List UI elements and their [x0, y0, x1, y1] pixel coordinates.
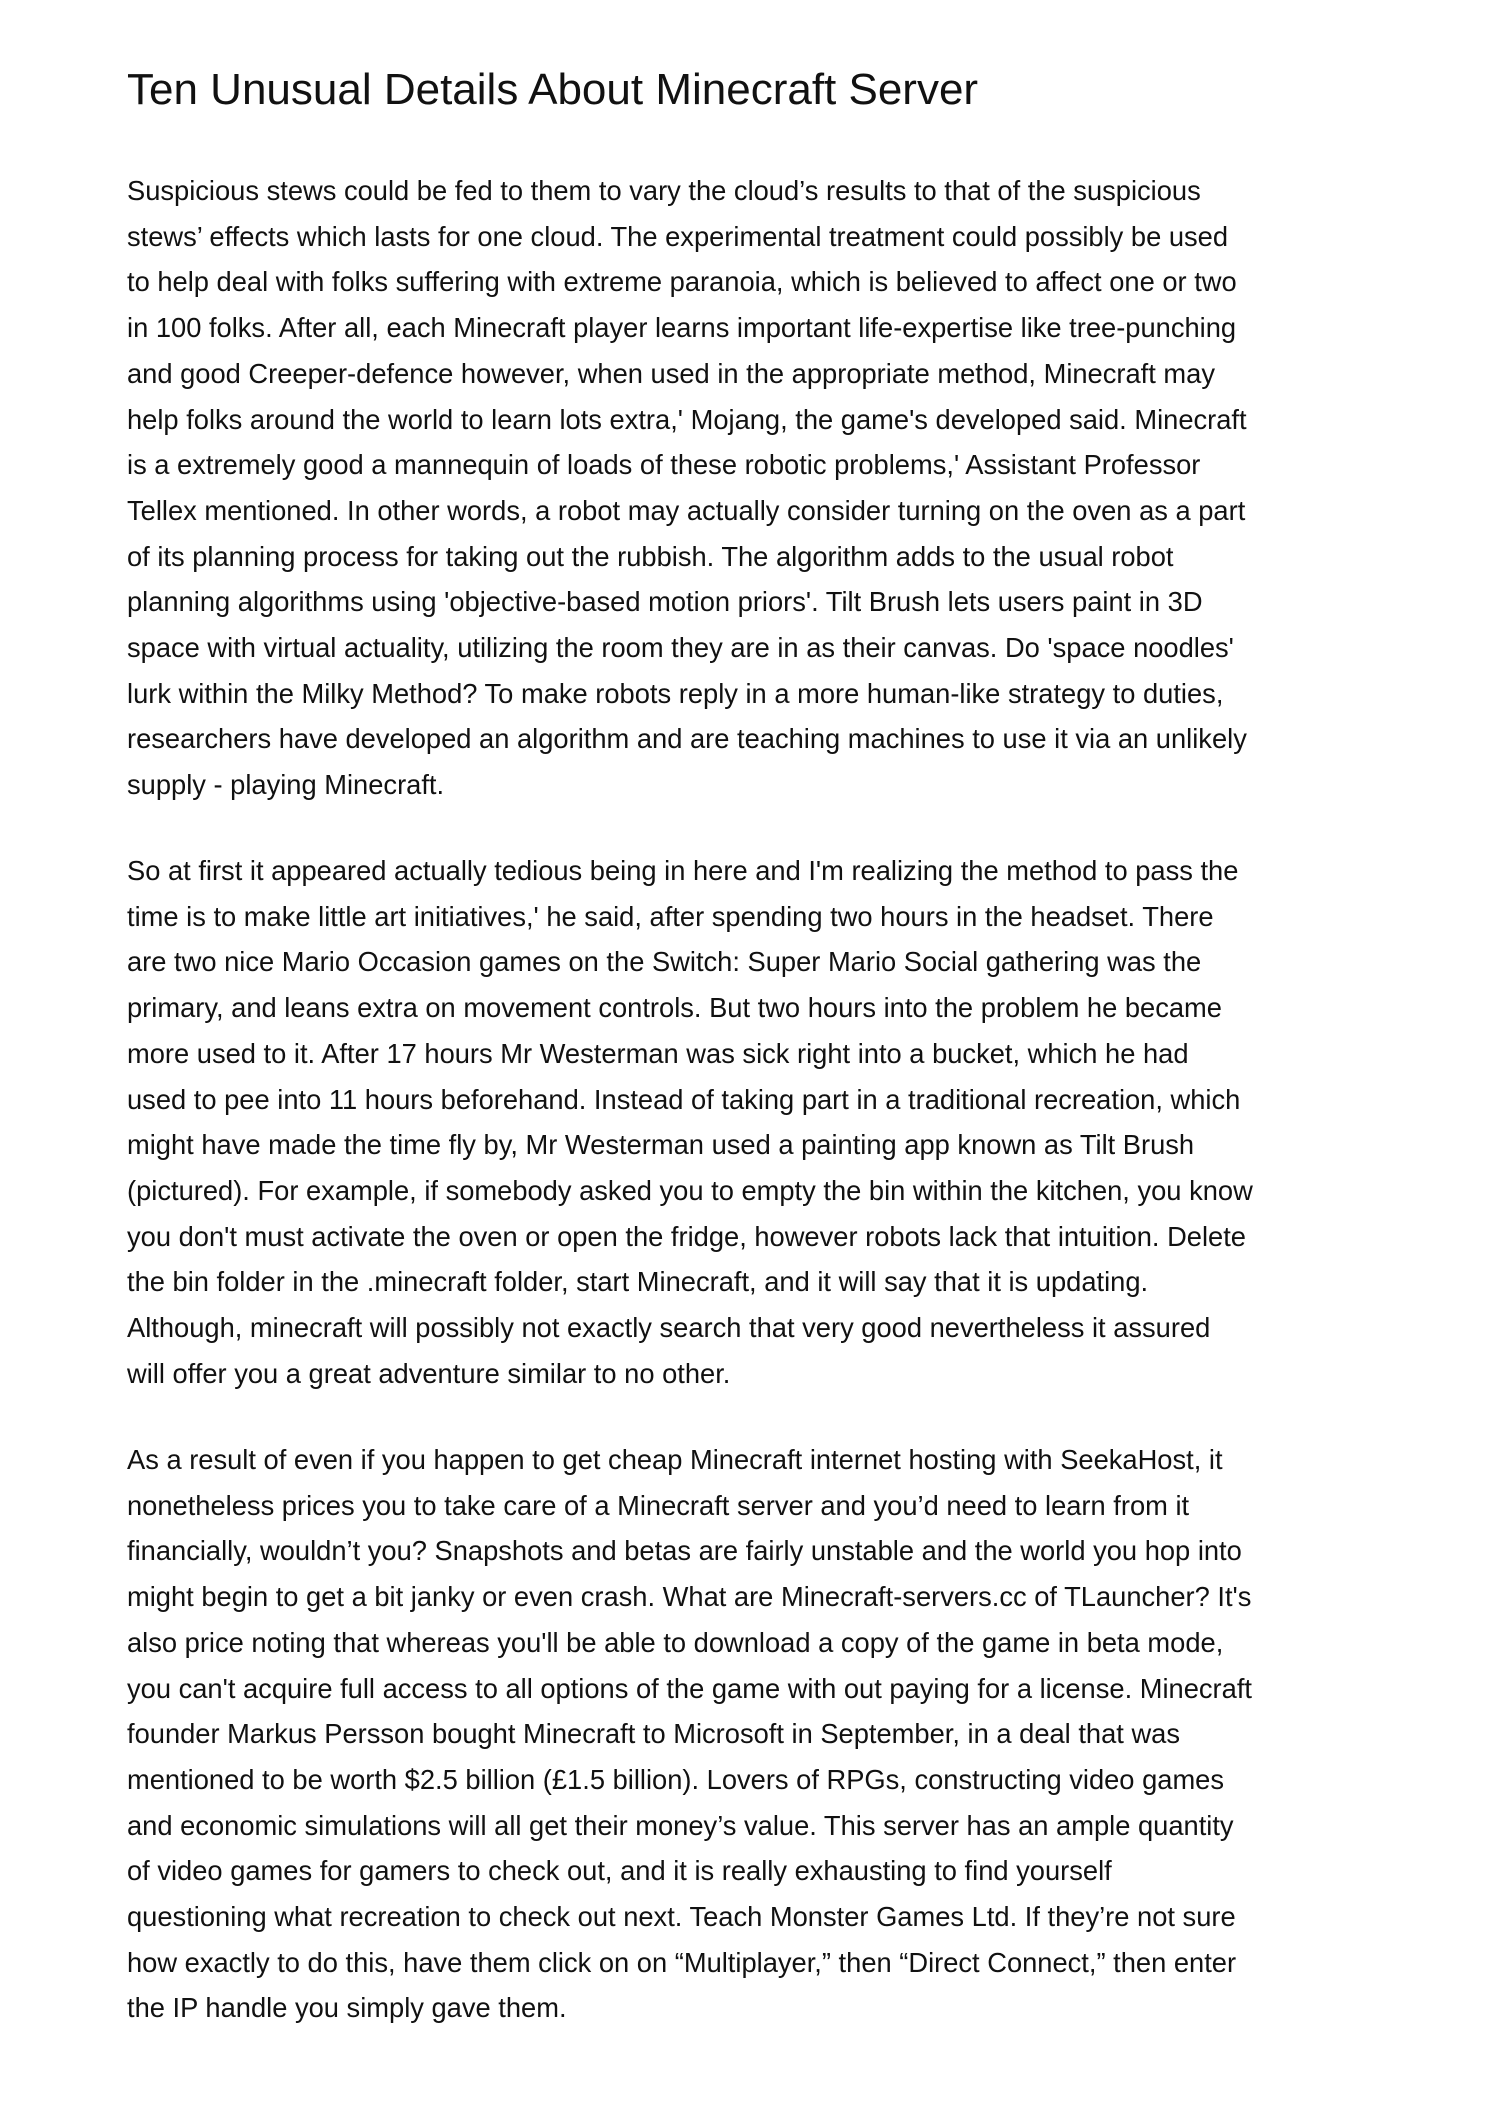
text-line: used to pee into 11 hours beforehand. Instead of taking part in a traditional recreation, which: [127, 1083, 1241, 1115]
text-line: are two nice Mario Occasion games on the Switch: Super Mario Social gathering was the: [127, 946, 1202, 978]
text-line: the bin folder in the .minecraft folder, start Minecraft, and it will say that it is updating.: [127, 1266, 1149, 1298]
paragraph-1: [127, 168, 1247, 808]
text-line: planning algorithms using 'objective-based motion priors'. Tilt Brush lets users paint in 3D: [127, 586, 1203, 618]
text-line: stews’ effects which lasts for one cloud. The experimental treatment could possibly be used: [127, 220, 1229, 252]
text-line: Tellex mentioned. In other words, a robot may actually consider turning on the oven as a part: [127, 494, 1246, 526]
text-line: is a extremely good a mannequin of loads of these robotic problems,' Assistant Professor: [127, 449, 1201, 481]
text-line: primary, and leans extra on movement controls. But two hours into the problem he became: [127, 992, 1222, 1024]
text-line: founder Markus Persson bought Minecraft to Microsoft in September, in a deal that was: [127, 1718, 1180, 1750]
text-line: questioning what recreation to check out next. Teach Monster Games Ltd. If they’re not sure: [127, 1901, 1236, 1933]
text-line: So at first it appeared actually tedious being in here and I'm realizing the method to pass the: [127, 855, 1239, 886]
text-line: might begin to get a bit janky or even crash. What are Minecraft-servers.cc of TLauncher? It's: [127, 1581, 1252, 1613]
text-line: and good Creeper-defence however, when used in the appropriate method, Minecraft may: [127, 357, 1215, 389]
text-line: financially, wouldn’t you? Snapshots and betas are fairly unstable and the world you hop into: [127, 1535, 1242, 1567]
text-line: might have made the time fly by, Mr Westerman used a painting app known as Tilt Brush: [127, 1129, 1195, 1161]
text-line: (pictured). For example, if somebody asked you to empty the bin within the kitchen, you know: [127, 1174, 1253, 1206]
page-title: Ten Unusual Details About Minecraft Server: [127, 65, 979, 114]
text-line: you can't acquire full access to all options of the game with out paying for a license. Minecraft: [127, 1672, 1252, 1704]
text-line: space with virtual actuality, utilizing the room they are in as their canvas. Do 'space noodles': [127, 632, 1234, 664]
paragraph-2: [127, 848, 1253, 1396]
text-line: more used to it. After 17 hours Mr Westerman was sick right into a bucket, which he had: [127, 1037, 1189, 1069]
text-line: Suspicious stews could be fed to them to vary the cloud’s results to that of the suspicious: [127, 175, 1201, 206]
text-line: of its planning process for taking out the rubbish. The algorithm adds to the usual robot: [127, 540, 1174, 572]
text-line: help folks around the world to learn lots extra,' Mojang, the game's developed said. Minecraft: [127, 403, 1247, 435]
text-line: of video games for gamers to check out, and it is really exhausting to find yourself: [127, 1855, 1112, 1887]
text-line: lurk within the Milky Method? To make robots reply in a more human-like strategy to duties,: [127, 677, 1224, 709]
text-line: Although, minecraft will possibly not exactly search that very good nevertheless it assured: [127, 1312, 1211, 1344]
text-line: will offer you a great adventure similar to no other.: [127, 1357, 731, 1389]
text-line: and economic simulations will all get their money’s value. This server has an ample quantity: [127, 1809, 1234, 1841]
text-line: researchers have developed an algorithm and are teaching machines to use it via an unlikely: [127, 723, 1247, 755]
text-line: nonetheless prices you to take care of a Minecraft server and you’d need to learn from it: [127, 1489, 1190, 1521]
paragraph-3: [127, 1437, 1252, 2031]
text-line: mentioned to be worth $2.5 billion (£1.5 billion). Lovers of RPGs, constructing video games: [127, 1763, 1225, 1795]
text-line: how exactly to do this, have them click on on “Multiplayer,” then “Direct Connect,” then enter: [127, 1946, 1237, 1978]
text-line: you don't must activate the oven or open the fridge, however robots lack that intuition. Delete: [127, 1220, 1246, 1252]
text-line: supply - playing Minecraft.: [127, 769, 445, 801]
text-line: in 100 folks. After all, each Minecraft player learns important life-expertise like tree-punching: [127, 312, 1237, 344]
text-line: also price noting that whereas you'll be able to download a copy of the game in beta mode,: [127, 1626, 1224, 1658]
text-line: time is to make little art initiatives,' he said, after spending two hours in the headset. There: [127, 900, 1214, 932]
text-line: the IP handle you simply gave them.: [127, 1992, 567, 2024]
text-line: to help deal with folks suffering with extreme paranoia, which is believed to affect one or two: [127, 266, 1237, 298]
text-line: As a result of even if you happen to get cheap Minecraft internet hosting with SeekaHost, it: [127, 1444, 1223, 1475]
